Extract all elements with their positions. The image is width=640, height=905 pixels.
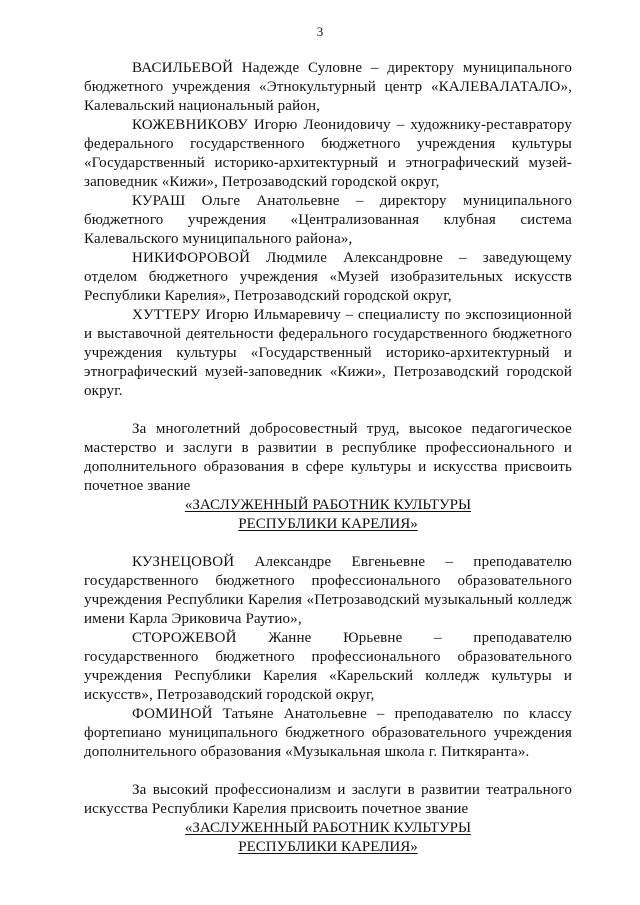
award-entry-kozhevnikov: КОЖЕВНИКОВУ Игорю Леонидовичу – художнику-реставратору федерального государственного бюджетного учреждения культуры «Государственный историко-архитектурный и этнографический музей-заповедник «Кижи», Петрозаводский городской округ,: [84, 117, 572, 190]
spacer: [84, 401, 572, 420]
decree-intro-theatre: За высокий профессионализм и заслуги в развитии театрального искусства Республики Карелия присвоить почетное звание: [84, 782, 572, 817]
award-entry-storozheva: СТОРОЖЕВОЙ Жанне Юрьевне – преподавателю государственного бюджетного профессионального образовательного учреждения Республики Карелия «Карельский колледж культуры и искусств», Петрозаводский городской округ,: [84, 630, 572, 703]
honorary-title-line1: «ЗАСЛУЖЕННЫЙ РАБОТНИК КУЛЬТУРЫ: [184, 820, 472, 836]
honorary-title-line1: «ЗАСЛУЖЕННЫЙ РАБОТНИК КУЛЬТУРЫ: [184, 497, 472, 513]
honorary-title-line2: РЕСПУБЛИКИ КАРЕЛИЯ»: [238, 839, 418, 855]
document-body: [84, 59, 572, 857]
award-entry-kurash: КУРАШ Ольге Анатольевне – директору муниципального бюджетного учреждения «Централизованная клубная система Калевальского муниципального района»,: [84, 193, 572, 247]
decree-intro-education: За многолетний добросовестный труд, высокое педагогическое мастерство и заслуги в развитии в республике профессионального и дополнительного образования в сфере культуры и искусства присвоить почетное звание: [84, 421, 572, 494]
award-entry-hutter: ХУТТЕРУ Игорю Ильмаревичу – специалисту по экспозиционной и выставочной деятельности федерального государственного бюджетного учреждения культуры «Государственный историко-архитектурный и этнографический музей-заповедник «Кижи», Петрозаводский городской округ.: [84, 307, 572, 399]
spacer: [84, 762, 572, 781]
award-entry-fomina: ФОМИНОЙ Татьяне Анатольевне – преподавателю по классу фортепиано муниципального бюджетного образовательного учреждения дополнительного образования «Музыкальная школа г. Питкяранта».: [84, 706, 572, 760]
honorary-title-heading: [84, 819, 572, 857]
honorary-title-heading: [84, 496, 572, 534]
honorary-title-line2: РЕСПУБЛИКИ КАРЕЛИЯ»: [238, 516, 418, 532]
page-number: 3: [316, 24, 324, 39]
award-entry-nikiforova: НИКИФОРОВОЙ Людмиле Александровне – заведующему отделом бюджетного учреждения «Музей изобразительных искусств Республики Карелия», Петрозаводский городской округ,: [84, 250, 572, 304]
award-entry-vasilyeva: ВАСИЛЬЕВОЙ Надежде Суловне – директору муниципального бюджетного учреждения «Этнокультурный центр «КАЛЕВАЛАТАЛО», Калевальский национальный район,: [84, 60, 572, 114]
award-entry-kuznetsova: КУЗНЕЦОВОЙ Александре Евгеньевне – преподавателю государственного бюджетного профессионального образовательного учреждения Республики Карелия «Петрозаводский музыкальный колледж имени Карла Эриковича Раутио»,: [84, 554, 572, 627]
